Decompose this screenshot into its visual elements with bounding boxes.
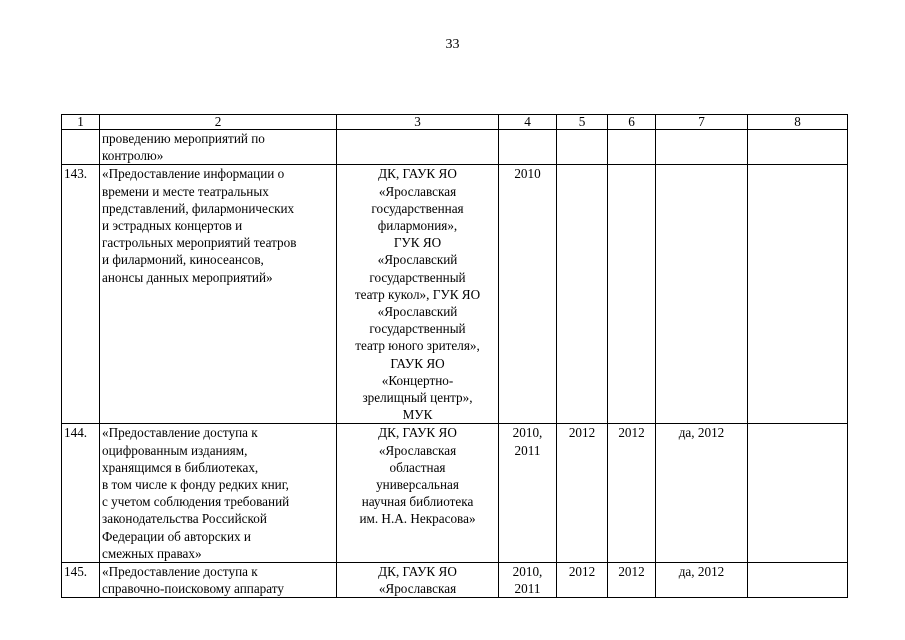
service-name-cell xyxy=(100,424,337,563)
col-4-cell xyxy=(499,165,557,424)
exec-line: «Ярославский xyxy=(377,252,458,268)
name-line: в том числе к фонду редких книг, xyxy=(102,477,289,493)
exec-line: областная xyxy=(389,459,446,475)
header-col-8: 8 xyxy=(748,115,848,130)
exec-line: МУК xyxy=(402,407,433,423)
page-number: 33 xyxy=(445,37,460,52)
col-8-cell xyxy=(748,130,848,165)
c4-line: 2010 xyxy=(514,166,541,182)
name-line: «Предоставление доступа к xyxy=(102,425,258,441)
row-number-cell: 145. xyxy=(62,563,100,598)
row-number-cell: 144. xyxy=(62,424,100,563)
name-line: Федерации об авторских и xyxy=(102,528,251,544)
c4-line: 2010, xyxy=(512,564,543,580)
exec-line: «Ярославская xyxy=(378,183,457,199)
exec-line: научная библиотека xyxy=(361,494,474,510)
exec-line: зрелищный центр», xyxy=(362,390,473,406)
executor-cell xyxy=(337,424,499,563)
service-name-cell xyxy=(100,165,337,424)
col-4-cell xyxy=(499,424,557,563)
executor-cell xyxy=(337,130,499,165)
name-line: законодательства Российской xyxy=(102,511,267,527)
name-line: времени и месте театральных xyxy=(102,183,269,199)
name-line: и эстрадных концертов и xyxy=(102,218,243,234)
name-line: с учетом соблюдения требований xyxy=(102,494,290,510)
name-line: смежных правах» xyxy=(102,545,202,561)
table-row xyxy=(62,424,848,563)
exec-line: ГУК ЯО xyxy=(393,235,442,251)
name-line: «Предоставление доступа к xyxy=(102,564,258,580)
name-line: «Предоставление информации о xyxy=(102,166,285,182)
col-6-cell xyxy=(608,165,656,424)
header-col-6: 6 xyxy=(608,115,656,130)
header-col-4: 4 xyxy=(499,115,557,130)
col-4-cell xyxy=(499,130,557,165)
exec-line: государственный xyxy=(369,269,466,285)
col-5-cell xyxy=(557,165,608,424)
c4-line: 2011 xyxy=(514,442,541,458)
service-name-cell xyxy=(100,563,337,598)
name-line: оцифрованным изданиям, xyxy=(102,442,248,458)
name-line: представлений, филармонических xyxy=(102,200,295,216)
exec-line: «Концертно- xyxy=(381,372,454,388)
name-line: и филармоний, киносеансов, xyxy=(102,252,264,268)
service-name-cell xyxy=(100,130,337,165)
exec-line: государственная xyxy=(371,200,464,216)
executor-cell xyxy=(337,563,499,598)
services-table xyxy=(61,114,848,598)
exec-line: театр юного зрителя», xyxy=(355,338,480,354)
col-7-cell xyxy=(656,130,748,165)
header-col-1: 1 xyxy=(62,115,100,130)
name-line: анонсы данных мероприятий» xyxy=(102,269,273,285)
exec-line: ГАУК ЯО xyxy=(390,355,445,371)
col-6-cell: 2012 xyxy=(608,563,656,598)
col-8-cell xyxy=(748,165,848,424)
exec-line: ДК, ГАУК ЯО xyxy=(378,564,457,580)
c4-line: 2010, xyxy=(512,425,543,441)
col-5-cell: 2012 xyxy=(557,424,608,563)
col-7-cell: да, 2012 xyxy=(656,424,748,563)
col-4-cell xyxy=(499,563,557,598)
table-header-row xyxy=(62,115,848,130)
c4-line: 2011 xyxy=(514,581,541,597)
exec-line: универсальная xyxy=(376,477,459,493)
header-col-7: 7 xyxy=(656,115,748,130)
exec-line: государственный xyxy=(369,321,466,337)
col-5-cell: 2012 xyxy=(557,563,608,598)
name-line: проведению мероприятий по xyxy=(102,131,265,146)
col-8-cell xyxy=(748,563,848,598)
col-8-cell xyxy=(748,424,848,563)
exec-line: театр кукол», ГУК ЯО xyxy=(354,286,481,302)
col-7-cell xyxy=(656,165,748,424)
row-number-cell xyxy=(62,130,100,165)
col-6-cell xyxy=(608,130,656,165)
name-line: гастрольных мероприятий театров xyxy=(102,235,297,251)
col-6-cell: 2012 xyxy=(608,424,656,563)
name-line: контролю» xyxy=(102,148,164,164)
name-line: хранящимся в библиотеках, xyxy=(102,459,259,475)
col-7-cell: да, 2012 xyxy=(656,563,748,598)
exec-line: «Ярославский xyxy=(377,304,458,320)
exec-line: им. Н.А. Некрасова» xyxy=(359,511,476,527)
exec-line: «Ярославская xyxy=(378,581,457,597)
row-number-cell: 143. xyxy=(62,165,100,424)
header-col-2: 2 xyxy=(100,115,337,130)
header-col-5: 5 xyxy=(557,115,608,130)
header-col-3: 3 xyxy=(337,115,499,130)
table-row xyxy=(62,130,848,165)
exec-line: ДК, ГАУК ЯО xyxy=(378,166,457,182)
exec-line: «Ярославская xyxy=(378,442,457,458)
executor-cell xyxy=(337,165,499,424)
name-line: справочно-поисковому аппарату xyxy=(102,581,284,597)
exec-line: ДК, ГАУК ЯО xyxy=(378,425,457,441)
col-5-cell xyxy=(557,130,608,165)
table-row xyxy=(62,165,848,424)
exec-line: филармония», xyxy=(377,218,458,234)
table-row xyxy=(62,563,848,598)
